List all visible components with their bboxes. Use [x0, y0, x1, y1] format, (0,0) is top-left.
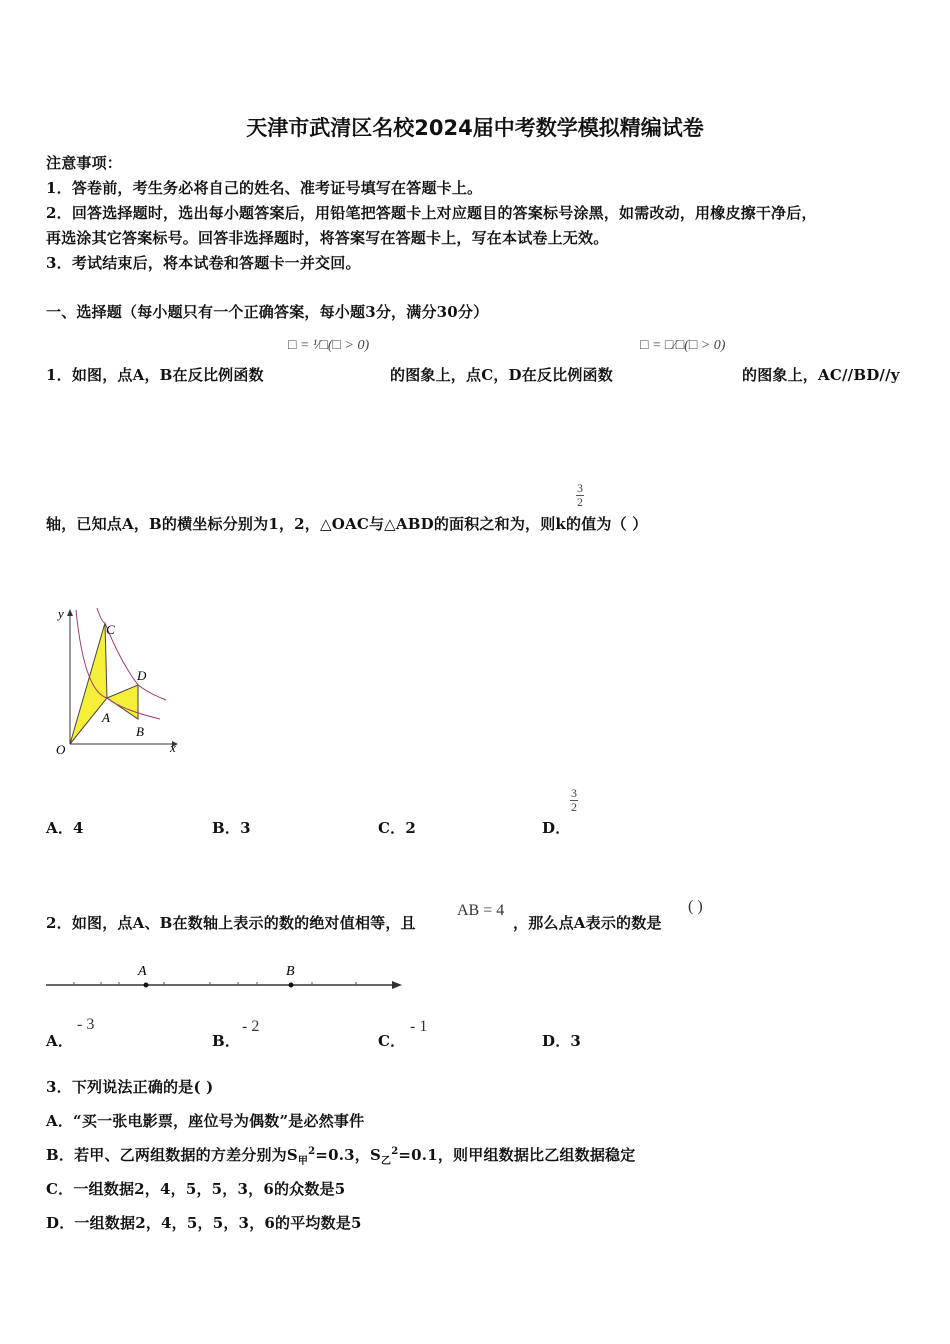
label-a: A	[102, 710, 110, 725]
q2-option-b-value: - 2	[242, 1018, 260, 1035]
q2-text: 2．如图，点A、B在数轴上表示的数的绝对值相等，且	[46, 914, 416, 932]
label-x: x	[170, 740, 176, 755]
q3-option-c[interactable]: C．一组数据2，4，5，5，3，6的众数是5	[46, 1180, 346, 1198]
notice-item-2-cont: 再选涂其它答案标号。回答非选择题时，将答案写在答题卡上，写在本试卷上无效。	[46, 229, 609, 247]
number-line-arrow-icon	[392, 981, 402, 989]
label-y: y	[58, 606, 64, 621]
q2-option-d[interactable]: D．3	[542, 1032, 582, 1050]
q1-fraction: 3 2	[577, 481, 583, 509]
triangle-oac	[70, 623, 107, 744]
q1-text-3: 的图象上，AC//BD//y	[742, 366, 900, 384]
triangle-abd	[107, 685, 138, 719]
q1-text-line2: 轴，已知点A，B的横坐标分别为1，2，△OAC与△ABD的面积之和为，则k的值为（ ）	[46, 515, 648, 533]
point-b-label: B	[286, 964, 295, 979]
q2-option-c[interactable]: C．	[378, 1032, 406, 1050]
q2-text-2: ，那么点A表示的数是	[513, 914, 662, 932]
q1-option-d-fraction: 3 2	[571, 786, 577, 814]
q3-option-b[interactable]: B．若甲、乙两组数据的方差分别为$S_甲^2=0.3$，$S_乙^2=0.1$，则甲组数据比乙组数据稳定	[46, 1146, 636, 1167]
label-o: O	[56, 742, 66, 757]
q2-option-a-value: - 3	[77, 1016, 95, 1033]
q2-option-a[interactable]: A．	[46, 1032, 74, 1050]
section-heading: 一、选择题（每小题只有一个正确答案，每小题3分，满分30分）	[46, 303, 489, 321]
notice-item-3: 3．考试结束后，将本试卷和答题卡一并交回。	[46, 254, 361, 272]
q1-option-a[interactable]: A．4	[46, 819, 84, 837]
q1-option-b[interactable]: B．3	[212, 819, 251, 837]
label-c: C	[106, 622, 115, 637]
q1-formula-1: □ = ¹⁄□(□ > 0)	[288, 338, 370, 353]
q1-option-d[interactable]: D．	[542, 819, 571, 837]
q2-option-b[interactable]: B．	[212, 1032, 241, 1050]
q3-option-d[interactable]: D．一组数据2，4，5，5，3，6的平均数是5	[46, 1214, 362, 1232]
notice-item-2: 2．回答选择题时，选出每小题答案后，用铅笔把答题卡上对应题目的答案标号涂黑，如需改动，用橡皮擦干净后，	[46, 204, 817, 222]
q2-math: AB = 4	[457, 902, 505, 919]
q1-text-1: 1．如图，点A，B在反比例函数	[46, 366, 264, 384]
q3-stem: 3．下列说法正确的是( )	[46, 1078, 214, 1096]
page-title: 天津市武清区名校2024届中考数学模拟精编试卷	[246, 116, 704, 140]
q2-paren: ( )	[688, 898, 703, 915]
point-a-label: A	[138, 964, 147, 979]
label-d: D	[137, 668, 147, 683]
notice-item-1: 1．答卷前，考生务必将自己的姓名、准考证号填写在答题卡上。	[46, 179, 483, 197]
label-b: B	[136, 724, 144, 739]
notice-heading: 注意事项：	[46, 154, 123, 172]
point-b	[289, 983, 294, 988]
q1-formula-2: □ = □⁄□(□ > 0)	[640, 338, 726, 353]
q1-figure	[50, 606, 185, 761]
q1-text-2: 的图象上，点C，D在反比例函数	[390, 366, 613, 384]
point-a	[144, 983, 149, 988]
y-arrow-icon	[67, 609, 73, 616]
q2-number-line	[44, 960, 406, 994]
q2-option-c-value: - 1	[410, 1018, 428, 1035]
q1-option-c[interactable]: C．2	[378, 819, 416, 837]
q3-option-a[interactable]: A．“买一张电影票，座位号为偶数”是必然事件	[46, 1112, 365, 1130]
